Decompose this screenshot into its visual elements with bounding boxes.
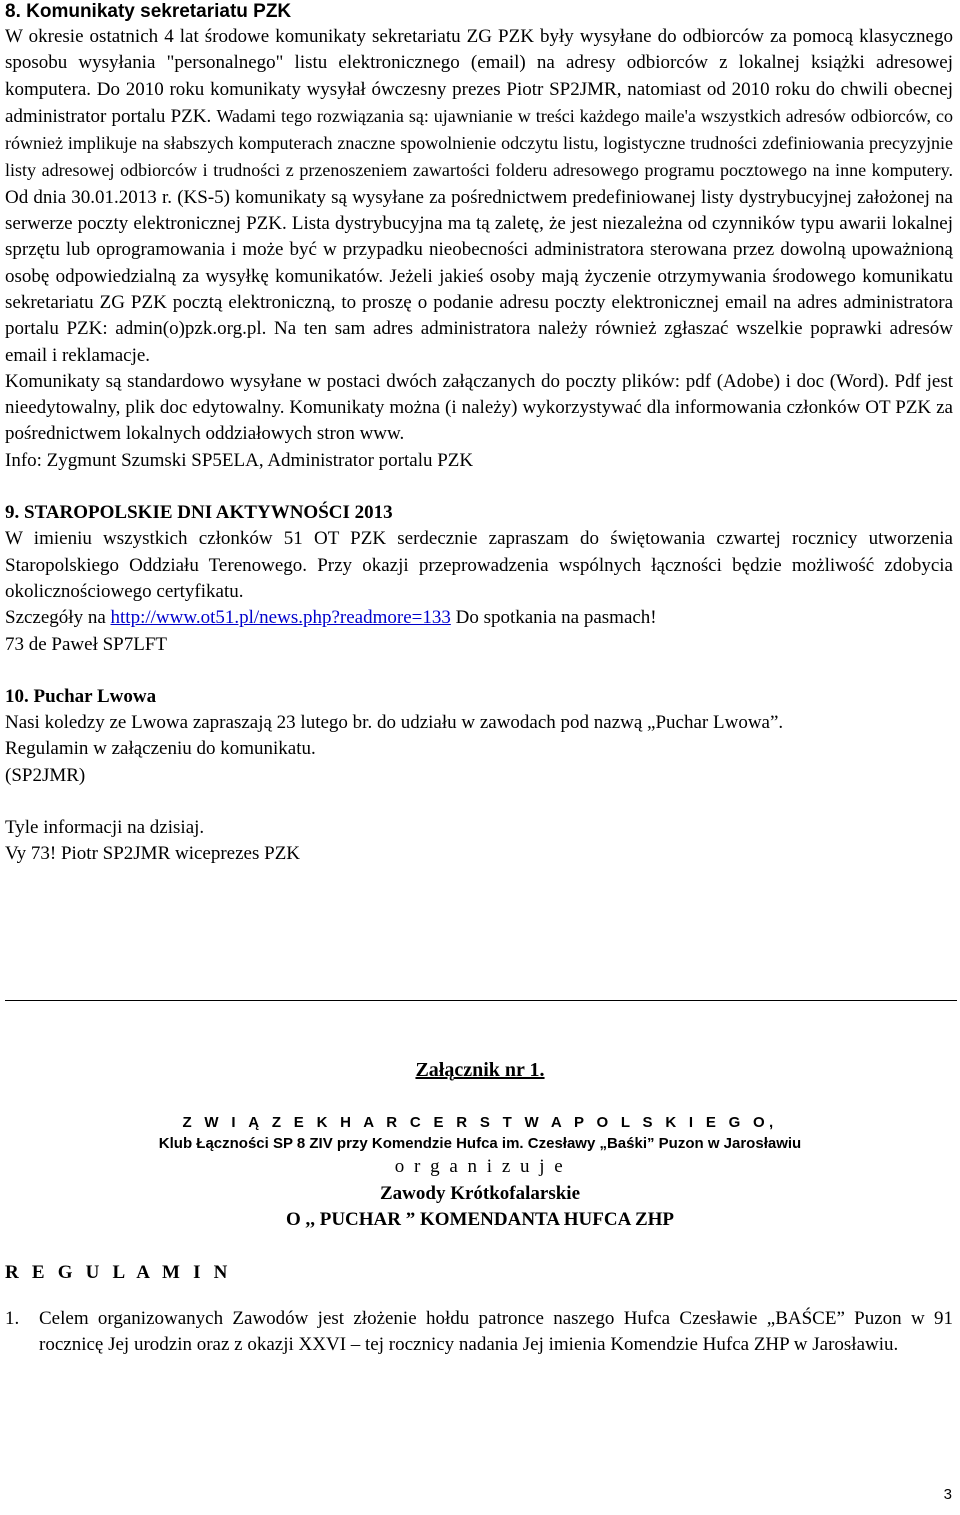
item-number: 1. — [5, 1308, 20, 1329]
section-10-line-1: Nasi koledzy ze Lwowa zapraszają 23 lutego br. do udziału w zawodach pod nazwą „Puchar Lwowa”. — [5, 712, 784, 734]
section-10-line-2: Regulamin w załączeniu do komunikatu. — [5, 738, 316, 760]
section-8-text-b: Wadami tego rozwiązania są: ujawnianie w treści każdego maile'a wszystkich adresów odbiorców, co również implikuje na słabszych komputerach znaczne spowolnienie odczytu listu, logistyczne trudności zdefiniowania precyzyjnie listy adresowej odbiorców i trudności z przenoszeniem zawartości folderu adresowego programu pocztowego na inne komputery. — [5, 105, 953, 181]
closing-signature: Vy 73! Piotr SP2JMR wiceprezes PZK — [5, 843, 301, 865]
section-9-body: W imieniu wszystkich członków 51 OT PZK serdecznie zapraszam do świętowania czwartej rocznicy utworzenia Staropolskiego Oddziału Terenowego. Przy okazji przeprowadzenia wspólnych łączności będzie możliwość zdobycia okolicznościowego certyfikatu. — [5, 528, 953, 602]
page-number: 3 — [943, 1486, 952, 1503]
organization-union: Z W I Ą Z E K H A R C E R S T W A P O L S K I E G O, — [182, 1114, 778, 1131]
closing-line-1: Tyle informacji na dzisiaj. — [5, 817, 205, 839]
section-8-text-c: Od dnia 30.01.2013 r. (KS-5) komunikaty są wysyłane za pośrednictwem predefiniowanej listy dystrybucyjnej założonej na serwerze poczty elektronicznej PZK. Lista dystrybucyjna ma tą zaletę, że jest niezależna od czynników typu awarii lokalnej sprzętu lub oprogramowania i może być w przypadku nieobecności administratora sterowana przez dowolną upoważnioną osobę odpowiedzialną za wysyłkę komunikatów. Jeżeli jakieś osoby mają życzenie otrzymywania środowego komunikatu sekretariatu ZG PZK pocztą elektroniczną, to proszę o podanie adresu poczty elektronicznej email na adres administratora portalu PZK: admin(o)pzk.org.pl. Na ten sam adres administratora należy również zgłaszać wszelkie poprawki adresów email i reklamacje. — [5, 186, 953, 366]
section-8-info: Info: Zygmunt Szumski SP5ELA, Administrator portalu PZK — [5, 449, 474, 471]
ot51-news-link[interactable]: http://www.ot51.pl/news.php?readmore=133 — [110, 607, 451, 629]
section-8-text-a: W okresie ostatnich 4 lat środowe komunikaty sekretariatu ZG PZK były wysyłane do odbiorców za pomocą klasycznego sposobu wysyłania "personalnego" listu elektronicznego (email) na adresy odbiorców z lokalnej książki adresowej komputera. Do 2010 roku komunikaty wysyłał ówczesny prezes Piotr SP2JMR, natomiast od 2010 roku do chwili obecnej administrator portalu PZK. — [5, 26, 953, 127]
section-9-signoff: 73 de Paweł SP7LFT — [5, 633, 168, 655]
item-text: Celem organizowanych Zawodów jest złożenie hołdu patronce naszego Hufca Czesławie „BAŚCE” Puzon w 91 rocznicę Jej urodzin oraz z okazji XXVI – tej rocznicy nadania Jej imienia Komendzie Hufca ZHP w Jarosławiu. — [39, 1308, 953, 1356]
document-page — [5, 0, 953, 868]
regulation-item-1 — [5, 1306, 953, 1359]
regulations-heading: R E G U L A M I N — [5, 1262, 232, 1283]
section-9-heading: 9. STAROPOLSKIE DNI AKTYWNOŚCI 2013 — [5, 502, 393, 524]
section-9-details — [5, 605, 953, 631]
organizes-line: o r g a n i z u j e — [394, 1156, 566, 1177]
section-10-heading: 10. Puchar Lwowa — [5, 685, 157, 707]
section-10-line-3: (SP2JMR) — [5, 764, 86, 786]
horizontal-divider — [5, 1000, 957, 1001]
details-prefix: Szczegóły na — [5, 607, 111, 629]
contest-name: Zawody Krótkofalarskie — [379, 1183, 581, 1204]
section-8-paragraph — [5, 24, 953, 369]
attachment-title: Załącznik nr 1. — [415, 1059, 545, 1081]
cup-name: O ,, PUCHAR ” KOMENDANTA HUFCA ZHP — [285, 1209, 675, 1230]
organization-club: Klub Łączności SP 8 ZIV przy Komendzie Hufca im. Czesławy „Baśki” Puzon w Jarosławiu — [158, 1135, 802, 1152]
details-suffix: Do spotkania na pasmach! — [450, 607, 657, 629]
section-8-heading: 8. Komunikaty sekretariatu PZK — [5, 1, 292, 22]
section-8-formats-paragraph: Komunikaty są standardowo wysyłane w postaci dwóch załączanych do poczty plików: pdf (Adobe) i doc (Word). Pdf jest nieedytowalny, plik doc edytowalny. Komunikaty można (i należy) wykorzystywać dla informowania członków OT PZK za pośrednictwem lokalnych oddziałowych stron www. — [5, 370, 953, 445]
